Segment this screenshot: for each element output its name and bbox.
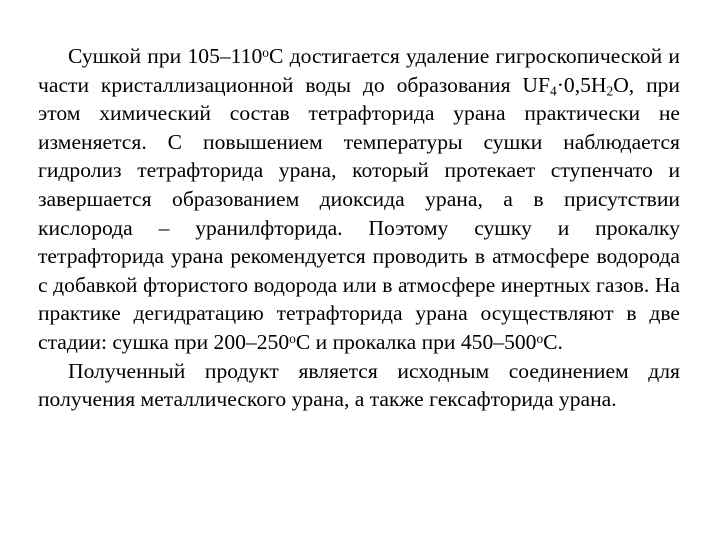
text-run: С. xyxy=(543,329,563,354)
document-text xyxy=(38,42,680,414)
text-run: С и прокалка при 450–500 xyxy=(295,329,537,354)
degree-sign: o xyxy=(262,44,269,60)
subscript: 4 xyxy=(550,82,557,98)
paragraph-drying xyxy=(38,42,680,357)
text-run: С достигается удаление гигроскопической и части кристаллизационной воды до образования UF xyxy=(38,44,680,97)
subscript: 2 xyxy=(606,82,614,98)
degree-sign: o xyxy=(289,330,296,346)
text-run: O, при этом химический состав тетрафторида урана практически не изменяется. С повышением температуры сушки наблюдается гидролиз тетрафторида урана, который протекает ступенчато и завершается образованием диоксида урана, а в присутствии кислорода – уранилфторида. Поэтому сушку и прокалку тетрафторида урана рекомендуется проводить в атмосфере водорода с добавкой фтористого водорода или в атмосфере инертных газов. На практике дегидратацию тетрафторида урана осуществляют в две стадии: сушка при 200–250 xyxy=(38,72,680,354)
text-run: ·0,5H xyxy=(556,72,607,97)
paragraph-product: Полученный продукт является исходным соединением для получения металлического урана, а также гексафторида урана. xyxy=(38,358,680,412)
text-run: Сушкой при 105–110 xyxy=(68,44,263,68)
degree-sign: o xyxy=(536,330,544,346)
